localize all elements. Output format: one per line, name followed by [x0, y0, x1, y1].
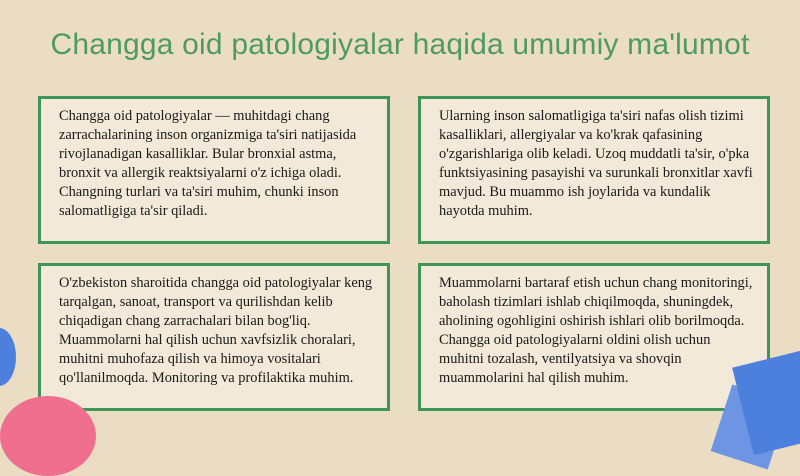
info-card-1 [38, 96, 390, 244]
info-card-2-text: Ularning inson salomatligiga ta'siri nafas olish tizimi kasalliklari, allergiyalar va ko'krak qafasining o'zgarishlariga olib keladi. Uzoq muddatli ta'sir, o'pka funktsiyasining pasayishi va surunkali bronxitlar xavfi mavjud. Bu muammo ish joylarida va kundalik hayotda muhim. [439, 108, 753, 219]
info-card-3-text: O'zbekiston sharoitida changga oid patologiyalar keng tarqalgan, sanoat, transport va qurilishdan kelib chiqadigan chang zarrachalari bilan bog'liq. Muammolarni hal qilish uchun xavfsizlik choralari, muhitni muhofaza qilish va himoya vositalari qo'llanilmoqda. Monitoring va profilaktika muhim. [59, 275, 373, 386]
decorative-blue-blob [0, 328, 16, 386]
decorative-pink-blob [0, 396, 96, 476]
info-card-1-text: Changga oid patologiyalar — muhitdagi chang zarrachalarining inson organizmiga ta'siri natijasida rivojlanadigan kasalliklar. Bular bronxial astma, bronxit va allergik reaktsiyalarni o'z ichiga oladi. Changning turlari va ta'siri muhim, chunki inson salomatligiga ta'sir qiladi. [59, 108, 357, 219]
slide-title: Changga oid patologiyalar haqida umumiy ma'lumot [50, 28, 750, 61]
info-card-3 [38, 263, 390, 411]
info-card-4 [418, 263, 770, 411]
info-card-2 [418, 96, 770, 244]
info-card-4-text: Muammolarni bartaraf etish uchun chang monitoringi, baholash tizimlari ishlab chiqilmoqda, shuningdek, aholining ogohligini oshirish ishlari olib borilmoqda. Changga oid patologiyalarni oldini olish uchun muhitni tozalash, ventilyatsiya va shovqin muammolarini hal qilish muhim. [439, 275, 753, 386]
